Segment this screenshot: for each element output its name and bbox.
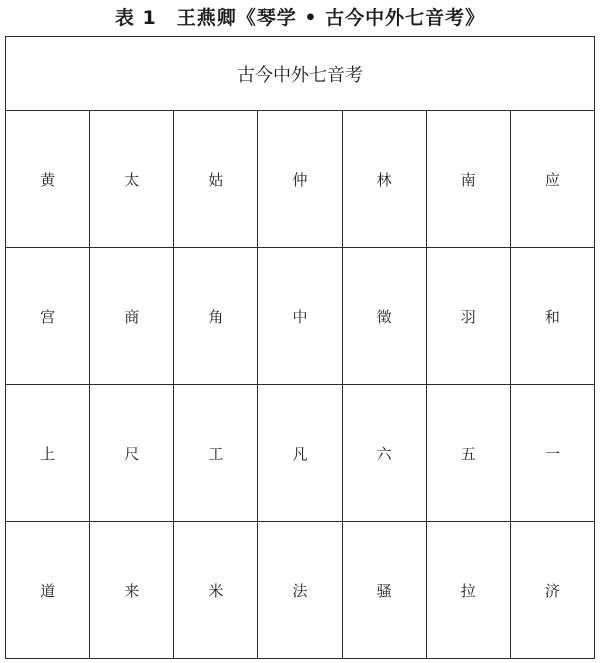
table-cell: 太 [90,111,174,248]
table-cell: 道 [6,522,90,659]
table-cell: 商 [90,248,174,385]
table-cell: 林 [342,111,426,248]
table-cell: 姑 [174,111,258,248]
table-cell: 六 [342,385,426,522]
table-cell: 五 [426,385,510,522]
table-cell: 和 [510,248,594,385]
table-caption: 表 1 王燕卿《琴学 • 古今中外七音考》 [114,7,486,29]
table-cell: 南 [426,111,510,248]
table-cell: 拉 [426,522,510,659]
table-cell: 上 [6,385,90,522]
table-cell: 尺 [90,385,174,522]
table-cell: 宫 [6,248,90,385]
table-cell: 法 [258,522,342,659]
table-cell: 应 [510,111,594,248]
table-cell: 角 [174,248,258,385]
table-cell: 一 [510,385,594,522]
table-cell: 黄 [6,111,90,248]
table-cell: 来 [90,522,174,659]
seven-tones-table [5,36,595,656]
table-row-lu [6,111,595,248]
table-cell: 骚 [342,522,426,659]
table-cell: 仲 [258,111,342,248]
table-cell: 米 [174,522,258,659]
table-row-scale [6,248,595,385]
table-row-solfege [6,522,595,659]
table-cell: 中 [258,248,342,385]
table-cell: 济 [510,522,594,659]
table-cell: 工 [174,385,258,522]
table-cell: 徵 [342,248,426,385]
table-cell: 羽 [426,248,510,385]
table-header: 古今中外七音考 [6,37,595,111]
table-cell: 凡 [258,385,342,522]
table-row-gongche [6,385,595,522]
